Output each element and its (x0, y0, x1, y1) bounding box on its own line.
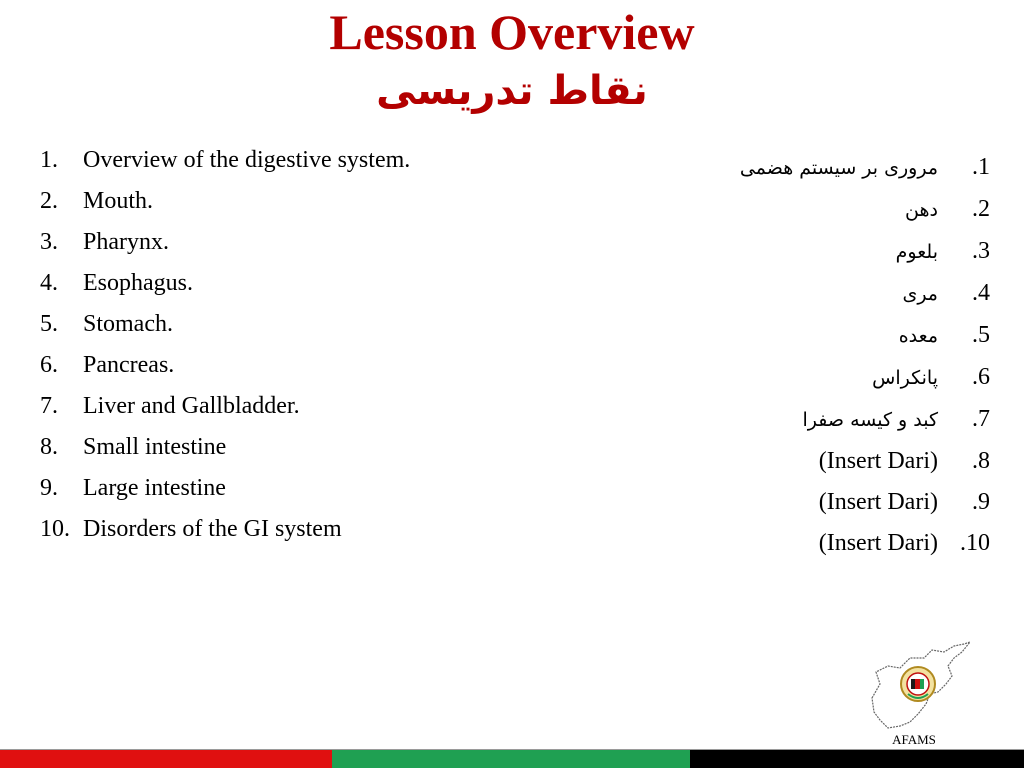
dari-topic-item (550, 315, 990, 357)
item-number: 2. (40, 188, 58, 214)
english-topic-item (40, 304, 540, 345)
english-topic-item (40, 427, 540, 468)
item-number: 10. (40, 516, 70, 542)
item-text: Overview of the digestive system. (83, 147, 411, 173)
item-text: کبد و کیسه صفرا (802, 409, 938, 431)
item-number: .5 (972, 322, 990, 348)
english-topic-list (40, 140, 540, 550)
item-number: .7 (972, 406, 990, 432)
dari-topic-item (550, 189, 990, 231)
item-number: .6 (972, 364, 990, 390)
item-text: (Insert Dari) (818, 489, 938, 515)
item-text: Pharynx. (83, 229, 169, 255)
dari-topic-item (550, 523, 990, 564)
english-topic-item (40, 222, 540, 263)
dari-topic-item (550, 147, 990, 189)
item-text: پانکراس (872, 367, 938, 389)
item-number: 4. (40, 270, 58, 296)
item-text: دهن (905, 199, 938, 221)
english-topic-item (40, 345, 540, 386)
item-text: Stomach. (83, 311, 173, 337)
footer-stripe-green (332, 750, 690, 768)
item-number: 7. (40, 393, 58, 419)
dari-topic-item (550, 441, 990, 482)
item-number: .2 (972, 196, 990, 222)
item-text: (Insert Dari) (818, 448, 938, 474)
item-text: مروری بر سیستم هضمی (739, 157, 938, 179)
dari-topic-item (550, 399, 990, 441)
item-number: 3. (40, 229, 58, 255)
item-text: Mouth. (83, 188, 154, 214)
dari-topic-list (550, 147, 990, 564)
dari-topic-item (550, 273, 990, 315)
item-text: Small intestine (83, 434, 227, 460)
item-number: 8. (40, 434, 58, 460)
item-text: Liver and Gallbladder. (83, 393, 300, 419)
item-number: 9. (40, 475, 58, 501)
item-text: معده (898, 325, 938, 347)
item-number: 5. (40, 311, 58, 337)
item-number: .4 (972, 280, 990, 306)
dari-topic-item (550, 357, 990, 399)
item-number: .3 (972, 238, 990, 264)
english-topic-item (40, 468, 540, 509)
logo-caption: AFAMS (892, 732, 936, 747)
item-text: Esophagus. (83, 270, 193, 296)
item-text: (Insert Dari) (818, 530, 938, 556)
dari-topic-item (550, 231, 990, 273)
item-text: بلعوم (895, 241, 938, 263)
english-topic-item (40, 386, 540, 427)
english-topic-item (40, 181, 540, 222)
item-number: .10 (960, 530, 990, 556)
english-topic-item (40, 263, 540, 304)
footer-stripe-black (690, 750, 1024, 768)
item-number: .1 (972, 154, 990, 180)
slide-title: Lesson Overview (329, 4, 695, 60)
english-topic-item (40, 509, 540, 550)
dari-topic-item (550, 482, 990, 523)
item-number: .8 (972, 448, 990, 474)
item-text: Pancreas. (83, 352, 175, 378)
footer-stripe-red (0, 750, 332, 768)
item-text: مری (902, 283, 938, 305)
item-text: Large intestine (83, 475, 226, 501)
item-number: 6. (40, 352, 58, 378)
english-topic-item (40, 140, 540, 181)
slide-subtitle-dari: نقاط تدریسی (376, 68, 648, 114)
item-number: .9 (972, 489, 990, 515)
item-number: 1. (40, 147, 58, 173)
item-text: Disorders of the GI system (83, 516, 342, 542)
